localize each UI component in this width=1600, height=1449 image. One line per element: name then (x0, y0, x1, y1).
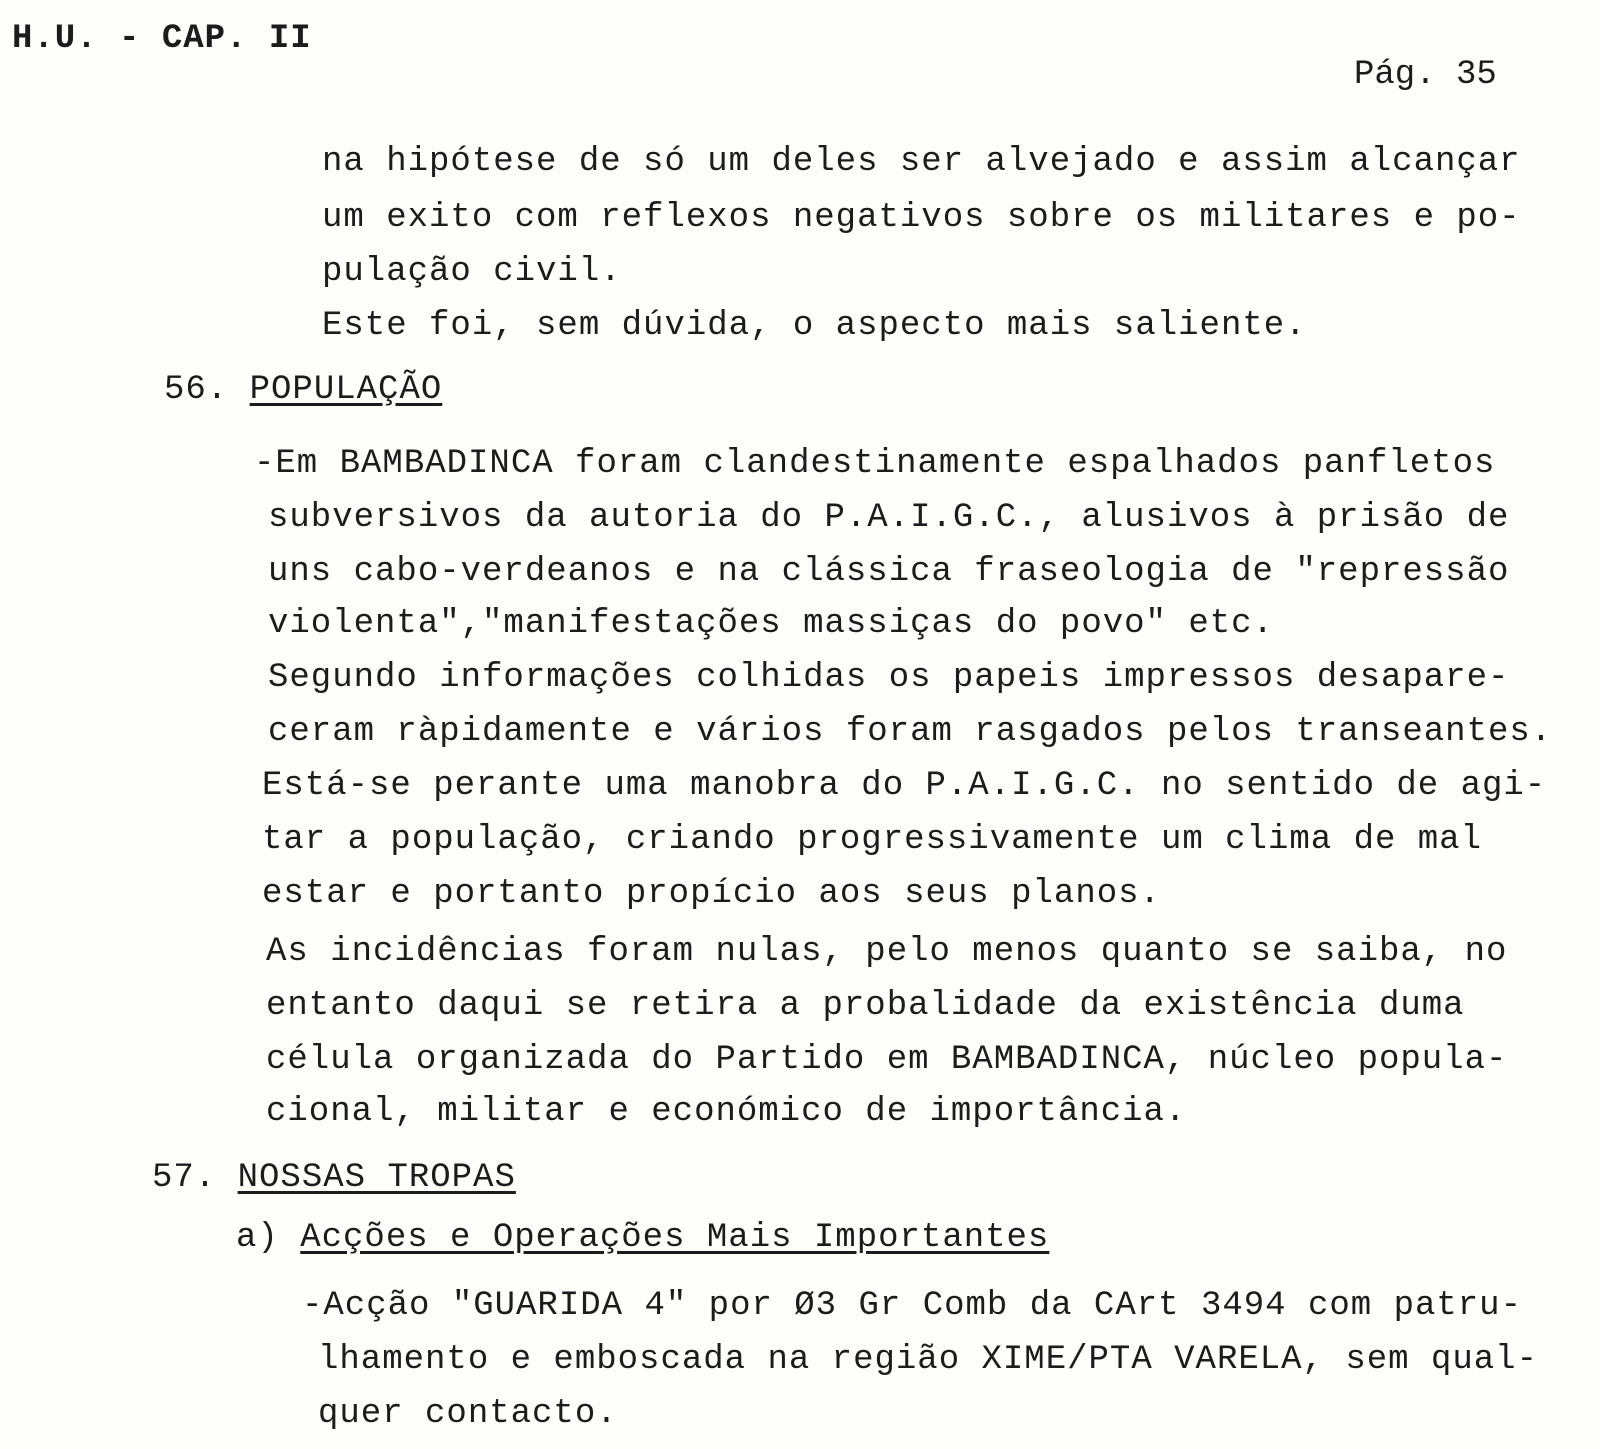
text-line: tar a população, criando progressivamente um clima de mal (262, 821, 1482, 859)
subsection-title: Acções e Operações Mais Importantes (300, 1219, 1050, 1257)
text-line: Este foi, sem dúvida, o aspecto mais saliente. (322, 307, 1307, 345)
page-number: Pág. 35 (1354, 56, 1497, 94)
text-line: -Acção "GUARIDA 4" por Ø3 Gr Comb da CArt 3494 com patru- (302, 1287, 1522, 1325)
text-line: célula organizada do Partido em BAMBADINCA, núcleo popula- (266, 1041, 1508, 1079)
section-heading (164, 370, 442, 410)
text-line: Está-se perante uma manobra do P.A.I.G.C. no sentido de agi- (262, 767, 1547, 805)
section-title: POPULAÇÃO (249, 371, 443, 409)
text-line: Segundo informações colhidas os papeis impressos desapare- (268, 659, 1510, 697)
page-header-left: H.U. - CAP. II (12, 20, 312, 58)
text-line: quer contacto. (318, 1395, 618, 1433)
text-line: subversivos da autoria do P.A.I.G.C., alusivos à prisão de (268, 499, 1510, 537)
section-heading (152, 1158, 516, 1198)
text-line: cional, militar e económico de importância. (266, 1093, 1187, 1131)
text-line: um exito com reflexos negativos sobre os militares e po- (322, 199, 1521, 237)
text-line: As incidências foram nulas, pelo menos quanto se saiba, no (266, 933, 1508, 971)
text-line: lhamento e emboscada na região XIME/PTA VARELA, sem qual- (318, 1341, 1538, 1379)
text-line: uns cabo-verdeanos e na clássica fraseologia de "repressão (268, 553, 1510, 591)
section-number: 56. (164, 371, 229, 409)
text-line: pulação civil. (322, 253, 622, 291)
text-line: entanto daqui se retira a probalidade da existência duma (266, 987, 1465, 1025)
text-line: violenta","manifestações massiças do povo" etc. (268, 605, 1274, 643)
text-line: ceram ràpidamente e vários foram rasgados pelos transeantes. (268, 713, 1553, 751)
text-line: na hipótese de só um deles ser alvejado e assim alcançar (322, 143, 1521, 181)
subsection-heading (236, 1218, 1049, 1258)
section-number: 57. (152, 1159, 217, 1197)
text-line: estar e portanto propício aos seus planos. (262, 875, 1161, 913)
text-line: -Em BAMBADINCA foram clandestinamente espalhados panfletos (254, 445, 1496, 483)
subsection-label: a) (236, 1219, 279, 1257)
section-title: NOSSAS TROPAS (237, 1159, 516, 1197)
